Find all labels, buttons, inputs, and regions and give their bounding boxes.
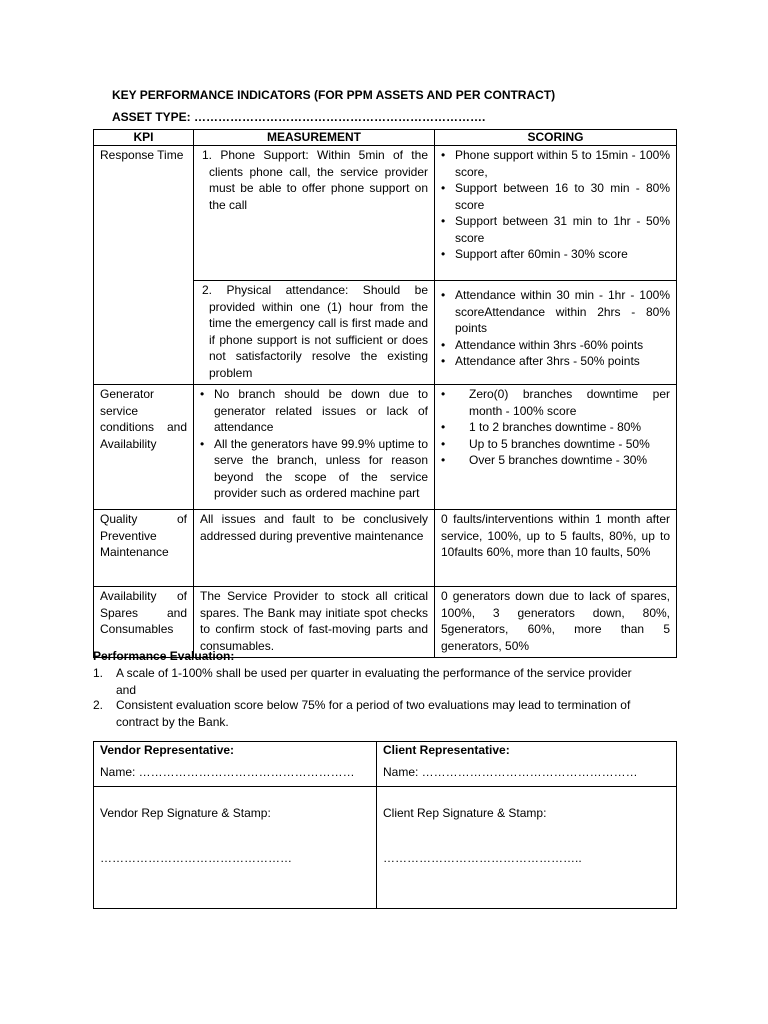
list-item: • No branch should be down due to generator related issues or lack of attendance <box>200 386 428 436</box>
physical-attendance-measurement: 2. Physical attendance: Should be provided within one (1) hour from the time the emergency call is first made and if phone support is not sufficient or does not satisfactorily resolve the existing problem <box>202 283 428 380</box>
table-header-row <box>94 130 677 146</box>
column-header-scoring: SCORING <box>435 130 677 146</box>
list-item <box>93 665 638 698</box>
phone-support-measurement: 1. Phone Support: Within 5min of the clients phone call, the service provider must be able to offer phone support on the call <box>202 148 428 212</box>
column-header-measurement: MEASUREMENT <box>194 130 435 146</box>
kpi-cell: Quality of Preventive Maintenance <box>94 510 194 587</box>
vendor-representative-title: Vendor Representative: <box>100 743 235 757</box>
asset-type-line: ASSET TYPE: ………………………………………………………………. <box>112 110 486 124</box>
list-item: • Support between 31 min to 1hr - 50% score <box>441 213 670 246</box>
scoring-cell <box>435 385 677 510</box>
column-header-kpi: KPI <box>94 130 194 146</box>
measurement-cell <box>194 146 435 281</box>
performance-evaluation-title: Performance Evaluation: <box>93 649 235 663</box>
vendor-signature-cell <box>94 787 377 909</box>
list-item: • Phone support within 5 to 15min - 100% score, <box>441 147 670 180</box>
client-name-field[interactable]: Name: ……………………………………………… <box>383 764 638 779</box>
measurement-cell <box>194 385 435 510</box>
vendor-signature-label: Vendor Rep Signature & Stamp: <box>100 806 271 820</box>
list-item: • All the generators have 99.9% uptime to serve the branch, unless for reason beyond the scope of the service provider such as ordered machine part <box>200 436 428 502</box>
measurement-cell: The Service Provider to stock all critical spares. The Bank may initiate spot checks to confirm stock of fast-moving parts and consumables. <box>194 587 435 658</box>
vendor-name-field[interactable]: Name: ……………………………………………… <box>100 764 355 779</box>
measurement-cell: All issues and fault to be conclusively addressed during preventive maintenance <box>194 510 435 587</box>
client-signature-cell <box>377 787 677 909</box>
scoring-cell <box>435 146 677 281</box>
table-row <box>94 146 677 281</box>
client-representative-title: Client Representative: <box>383 743 510 757</box>
list-text: Consistent evaluation score below 75% for a period of two evaluations may lead to termination of contract by the Bank. <box>116 698 631 729</box>
client-signature-label: Client Rep Signature & Stamp: <box>383 806 547 820</box>
kpi-cell: Generator service conditions and Availability <box>94 385 194 510</box>
scoring-cell <box>435 281 677 385</box>
list-number: 2. <box>93 698 104 712</box>
measurement-cell <box>194 281 435 385</box>
signature-table <box>93 741 677 909</box>
list-item: • Over 5 branches downtime - 30% <box>441 452 670 469</box>
document-title: KEY PERFORMANCE INDICATORS (FOR PPM ASSETS AND PER CONTRACT) <box>112 88 556 102</box>
list-item: • Support between 16 to 30 min - 80% score <box>441 180 670 213</box>
table-row <box>94 510 677 587</box>
list-item: • Support after 60min - 30% score <box>441 246 670 263</box>
scoring-cell: 0 generators down due to lack of spares, 100%, 3 generators down, 80%, 5generators, 60%, more than 5 generators, 50% <box>435 587 677 658</box>
list-item: • Attendance within 30 min - 1hr - 100% scoreAttendance within 2hrs - 80% points <box>441 287 670 337</box>
list-item: • Up to 5 branches downtime - 50% <box>441 436 670 453</box>
kpi-cell: Response Time <box>94 146 194 385</box>
vendor-representative-cell <box>94 742 377 787</box>
table-row <box>94 385 677 510</box>
list-text: A scale of 1-100% shall be used per quarter in evaluating the performance of the service provider and <box>116 666 632 697</box>
client-signature-field[interactable]: ………………………………………….. <box>383 850 582 865</box>
list-item: • Zero(0) branches downtime per month - 100% score <box>441 386 670 419</box>
kpi-table <box>93 129 677 658</box>
list-item: • 1 to 2 branches downtime - 80% <box>441 419 670 436</box>
list-item: • Attendance within 3hrs -60% points <box>441 337 670 354</box>
table-row <box>94 587 677 658</box>
list-item <box>93 697 638 730</box>
kpi-cell: Availability of Spares and Consumables <box>94 587 194 658</box>
scoring-cell: 0 faults/interventions within 1 month after service, 100%, up to 5 faults, 80%, up to 10faults 60%, more than 10 faults, 50% <box>435 510 677 587</box>
client-representative-cell <box>377 742 677 787</box>
list-item: • Attendance after 3hrs - 50% points <box>441 353 670 370</box>
list-number: 1. <box>93 666 104 680</box>
vendor-signature-field[interactable]: ………………………………………… <box>100 850 292 865</box>
